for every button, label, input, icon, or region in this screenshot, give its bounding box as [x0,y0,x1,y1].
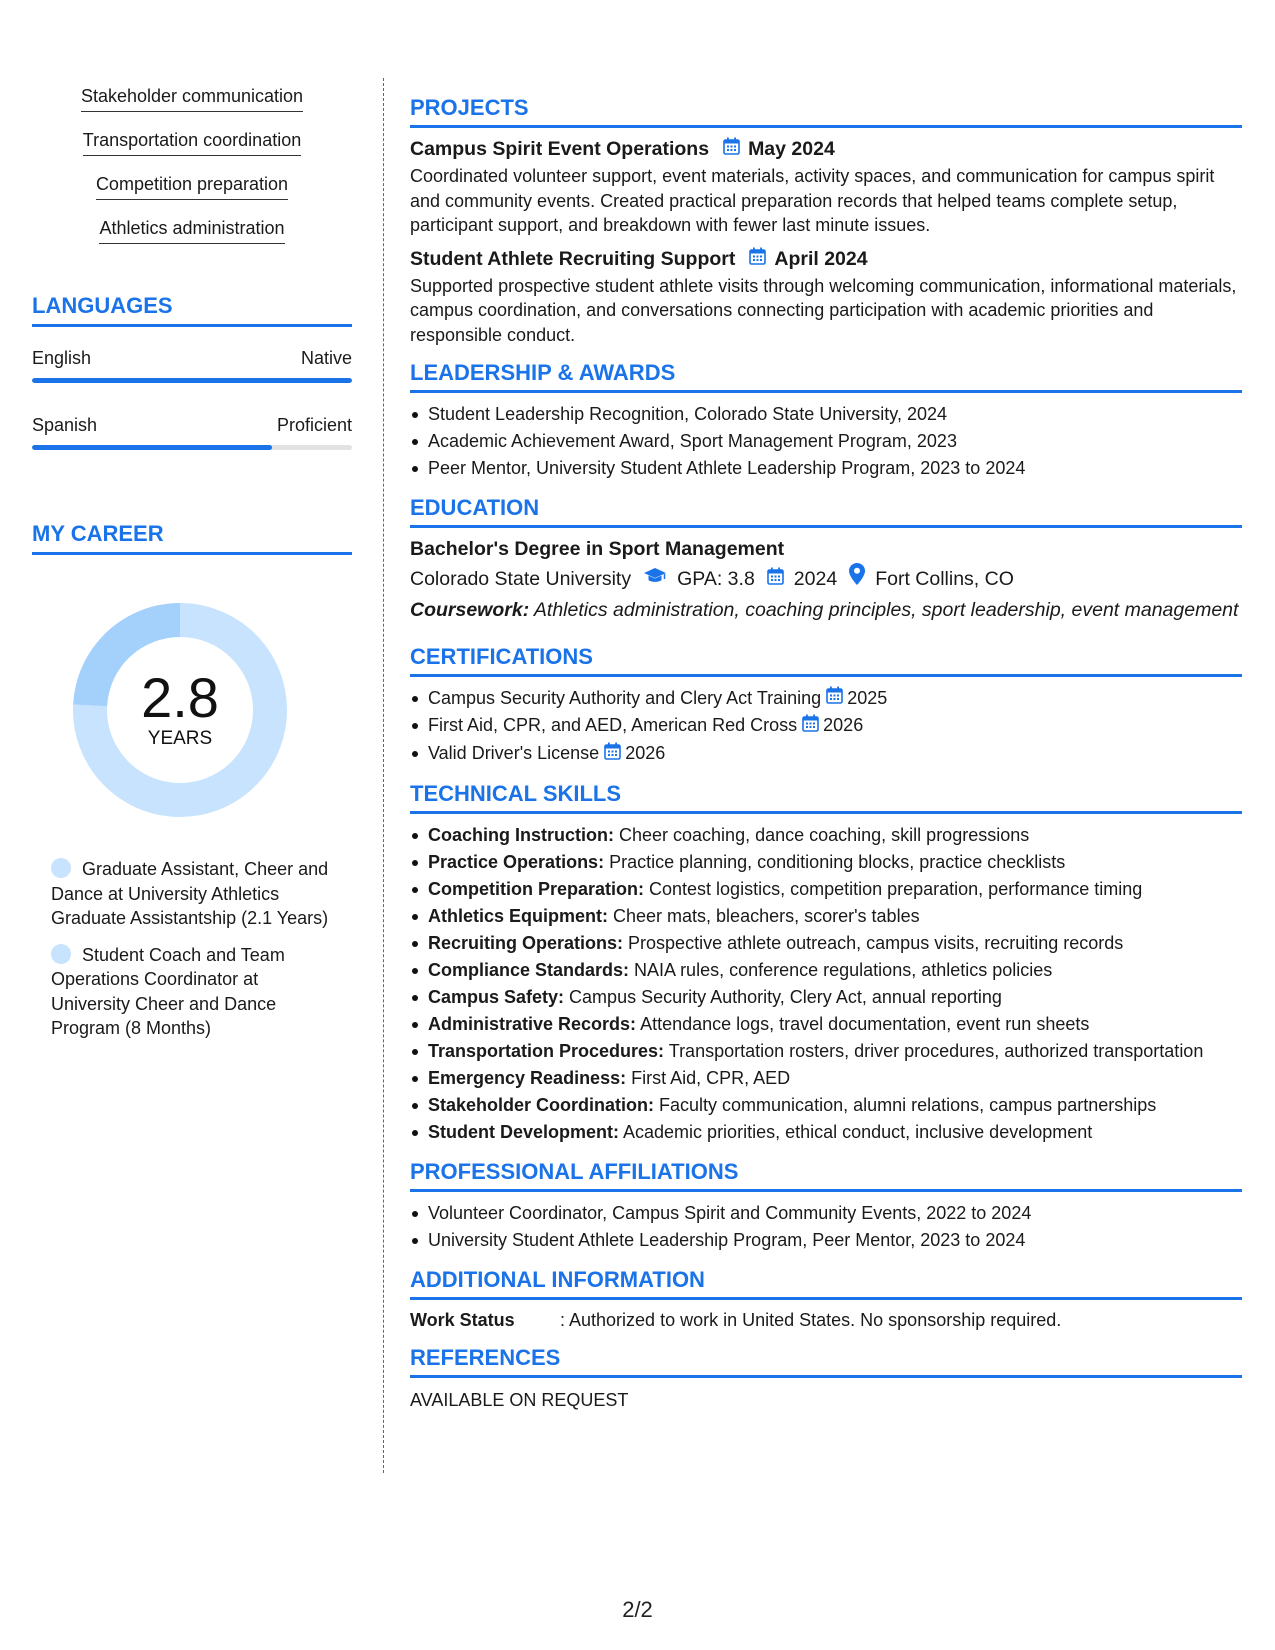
language-bar [32,445,352,450]
technical-skill-item: Compliance Standards: NAIA rules, conference regulations, athletics policies [410,957,1242,984]
education-gpa: GPA: 3.8 [677,567,755,590]
project-description: Coordinated volunteer support, event materials, activity spaces, and communication for campus spirit and community events. Created practical preparation records that helped teams complete setup, participant support, and breakdown with fewer last minute issues. [410,166,1215,235]
work-status-value: : Authorized to work in United States. No sponsorship required. [560,1309,1062,1330]
list-item: University Student Athlete Leadership Program, Peer Mentor, 2023 to 2024 [410,1227,1242,1254]
technical-skill-item: Practice Operations: Practice planning, conditioning blocks, practice checklists [410,849,1242,876]
location-pin-icon [849,563,865,594]
skill-tag: Competition preparation [96,172,288,200]
career-section [32,520,352,1041]
calendar-icon [802,713,819,740]
language-item [32,413,352,450]
calendar-icon [604,741,621,768]
list-item: Student Leadership Recognition, Colorado State University, 2024 [410,401,1242,428]
language-item [32,346,352,383]
list-item: Volunteer Coordinator, Campus Spirit and Community Events, 2022 to 2024 [410,1200,1242,1227]
section-title: EDUCATION [410,494,1242,528]
technical-skill-item: Competition Preparation: Contest logistics, competition preparation, performance timing [410,876,1242,903]
language-bar-fill [32,378,352,383]
language-level: Proficient [276,415,352,435]
project-description: Supported prospective student athlete visits through welcoming communication, informational materials, campus coordination, and conversations connecting participation with academic priorities and responsible conduct. [410,275,1237,345]
section-title: PROJECTS [410,94,1242,128]
list-item: Academic Achievement Award, Sport Management Program, 2023 [410,428,1242,455]
technical-skill-item: Campus Safety: Campus Security Authority, Clery Act, annual reporting [410,984,1242,1011]
technical-skill-item: Stakeholder Coordination: Faculty communication, alumni relations, campus partnerships [410,1092,1242,1119]
project-item [410,246,1242,348]
list-item: Valid Driver's License 2026 [410,740,1242,768]
language-bar-fill [32,445,272,450]
education-year: 2024 [793,567,838,590]
project-date: April 2024 [774,247,868,270]
calendar-icon [749,246,766,272]
career-item: Student Coach and Team Operations Coordinator at University Cheer and Dance Program (8 Months) [51,944,285,1038]
right-column [410,94,1242,1424]
career-donut [65,595,295,825]
section-title: TECHNICAL SKILLS [410,780,1242,814]
language-name: English [32,348,92,368]
language-bar [32,378,352,383]
career-dot-icon [51,858,71,878]
career-item: Graduate Assistant, Cheer and Dance at University Athletics Graduate Assistantship (2.1 Years) [51,859,329,928]
education-school: Colorado State University [410,567,632,590]
calendar-icon [767,564,784,594]
career-title: MY CAREER [32,520,352,555]
section-title: REFERENCES [410,1344,1242,1378]
technical-skill-item: Transportation Procedures: Transportation rosters, driver procedures, authorized transportation [410,1038,1242,1065]
skill-tag: Transportation coordination [83,128,301,156]
education-location: Fort Collins, CO [875,567,1014,590]
technical-skill-item: Coaching Instruction: Cheer coaching, dance coaching, skill progressions [410,822,1242,849]
skill-tags [32,84,352,260]
references-text: AVAILABLE ON REQUEST [410,1389,629,1410]
language-level: Native [300,348,352,368]
technical-skill-item: Administrative Records: Attendance logs, travel documentation, event run sheets [410,1011,1242,1038]
leadership-section [410,359,1242,482]
education-degree: Bachelor's Degree in Sport Management [410,538,785,560]
section-title: LEADERSHIP & AWARDS [410,359,1242,393]
section-title: CERTIFICATIONS [410,643,1242,677]
project-item [410,136,1242,238]
list-item: First Aid, CPR, and AED, American Red Cross 2026 [410,712,1242,740]
project-name: Student Athlete Recruiting Support [410,247,736,270]
technical-skill-item: Recruiting Operations: Prospective athlete outreach, campus visits, recruiting records [410,930,1242,957]
skill-tag: Stakeholder communication [81,84,303,112]
career-list [51,857,341,1041]
column-divider [383,78,384,1473]
project-name: Campus Spirit Event Operations [410,138,710,160]
affiliations-section [410,1158,1242,1254]
career-dot-icon [51,944,71,964]
skill-tag: Athletics administration [99,216,284,244]
calendar-icon [826,685,843,712]
certifications-section [410,643,1242,768]
education-section [410,494,1242,623]
technical-skill-item: Emergency Readiness: First Aid, CPR, AED [410,1065,1242,1092]
technical-skill-item: Athletics Equipment: Cheer mats, bleachers, scorer's tables [410,903,1242,930]
calendar-icon [723,136,740,162]
work-status-label: Work Status [410,1309,515,1330]
career-total: 2.8 [141,666,219,729]
projects-section [410,94,1242,347]
languages-section [32,292,352,450]
education-coursework: Coursework: Athletics administration, coaching principles, sport leadership, event management [410,599,1239,621]
section-title: PROFESSIONAL AFFILIATIONS [410,1158,1242,1192]
technical-skill-item: Student Development: Academic priorities, ethical conduct, inclusive development [410,1119,1242,1146]
list-item: Campus Security Authority and Clery Act Training 2025 [410,685,1242,713]
career-unit: YEARS [147,728,213,749]
list-item: Peer Mentor, University Student Athlete Leadership Program, 2023 to 2024 [410,455,1242,482]
additional-info-section [410,1266,1242,1332]
project-date: May 2024 [748,138,835,160]
language-name: Spanish [32,415,98,435]
graduation-cap-icon [643,564,667,594]
languages-title: LANGUAGES [32,292,352,327]
technical-skills-section [410,780,1242,1146]
page-number: 2/2 [622,1597,653,1622]
references-section [410,1344,1242,1412]
left-column [32,84,352,1053]
section-title: ADDITIONAL INFORMATION [410,1266,1242,1300]
